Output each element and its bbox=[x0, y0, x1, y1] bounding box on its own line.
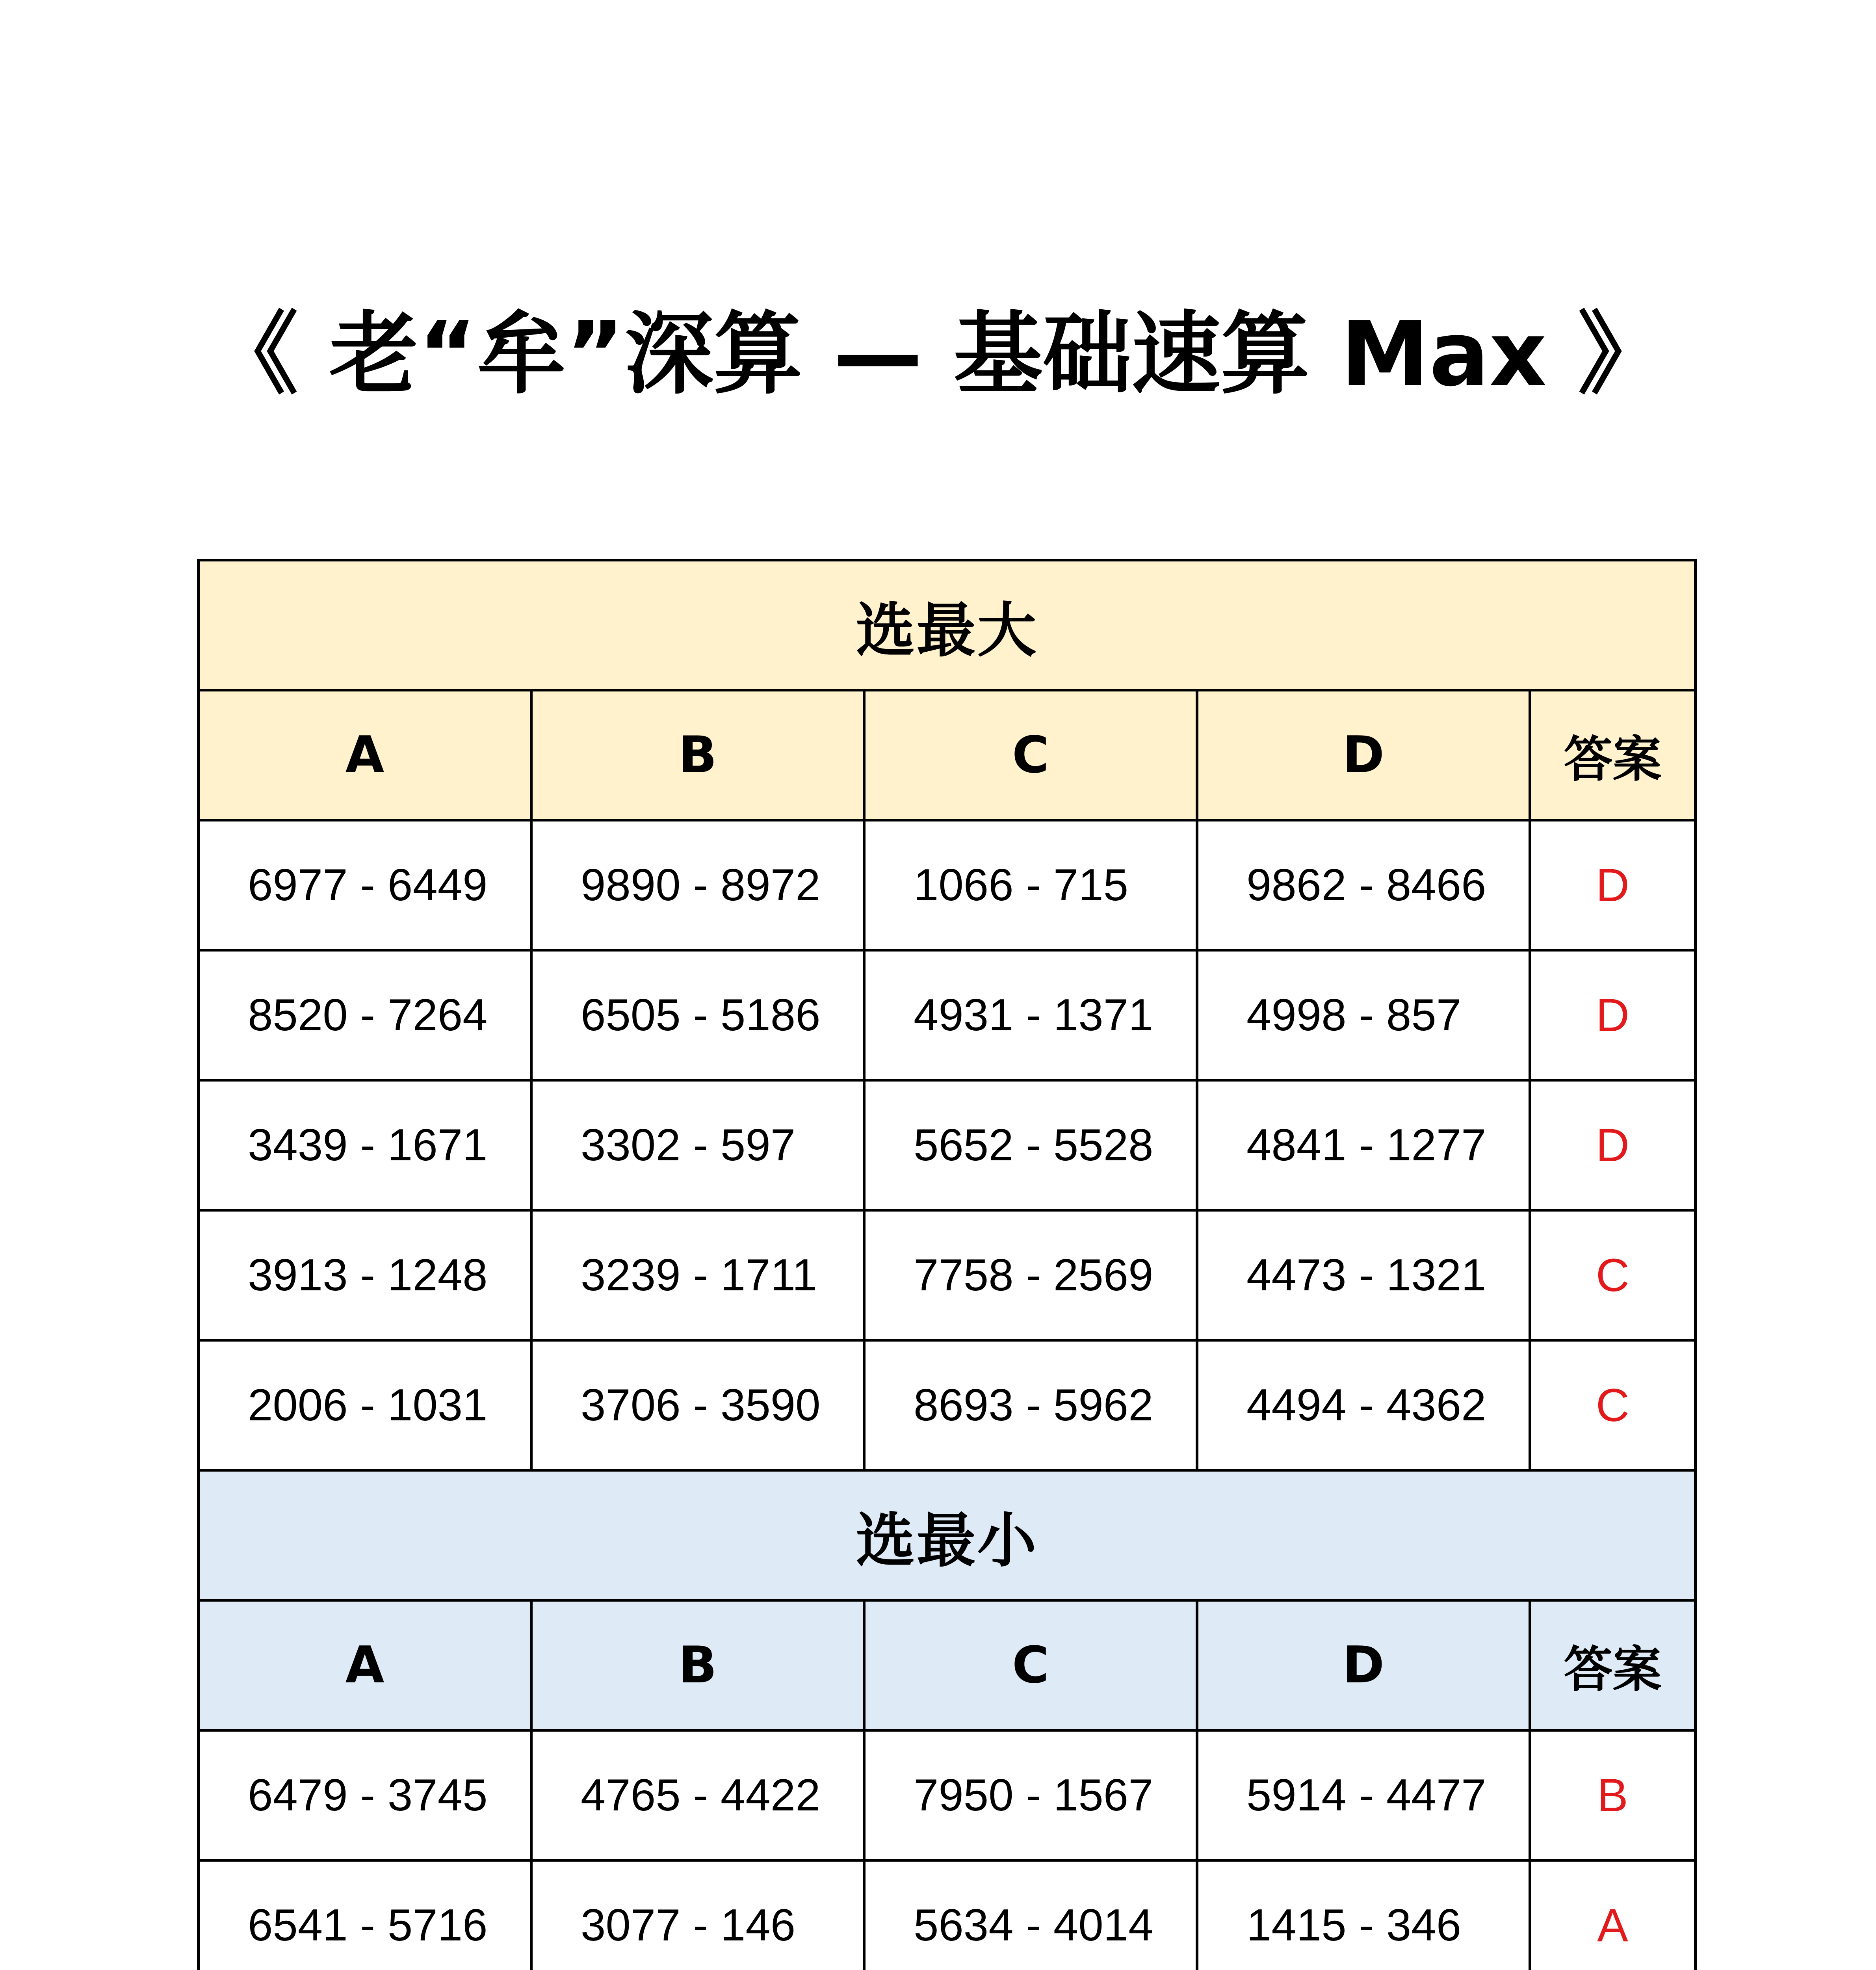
option-expression: 5914 - 4477 bbox=[1197, 1730, 1530, 1860]
option-expression: 6505 - 5186 bbox=[531, 950, 864, 1080]
column-header-option: B bbox=[531, 690, 864, 820]
option-expression: 4494 - 4362 bbox=[1197, 1340, 1530, 1470]
section-title-row bbox=[199, 560, 1696, 690]
table-row bbox=[199, 1340, 1696, 1470]
answer-cell: A bbox=[1530, 1860, 1696, 1970]
option-expression: 5652 - 5528 bbox=[864, 1080, 1197, 1210]
answer-cell: C bbox=[1530, 1340, 1696, 1470]
option-expression: 3239 - 1711 bbox=[531, 1210, 864, 1340]
option-expression: 3077 - 146 bbox=[531, 1860, 864, 1970]
option-expression: 6541 - 5716 bbox=[199, 1860, 531, 1970]
column-header-option: A bbox=[199, 1600, 531, 1730]
answer-cell: D bbox=[1530, 950, 1696, 1080]
answer-cell: B bbox=[1530, 1730, 1696, 1860]
table-row bbox=[199, 820, 1696, 950]
table-row bbox=[199, 1210, 1696, 1340]
column-header-option: D bbox=[1197, 1600, 1530, 1730]
option-expression: 4473 - 1321 bbox=[1197, 1210, 1530, 1340]
column-header-row bbox=[199, 690, 1696, 820]
option-expression: 9890 - 8972 bbox=[531, 820, 864, 950]
option-expression: 3913 - 1248 bbox=[199, 1210, 531, 1340]
answer-cell: D bbox=[1530, 820, 1696, 950]
table-row bbox=[199, 1730, 1696, 1860]
option-expression: 9862 - 8466 bbox=[1197, 820, 1530, 950]
section-title-row bbox=[199, 1470, 1696, 1600]
option-expression: 7758 - 2569 bbox=[864, 1210, 1197, 1340]
option-expression: 6977 - 6449 bbox=[199, 820, 531, 950]
option-expression: 8693 - 5962 bbox=[864, 1340, 1197, 1470]
option-expression: 4998 - 857 bbox=[1197, 950, 1530, 1080]
section-title: 选最大 bbox=[199, 560, 1696, 690]
column-header-option: A bbox=[199, 690, 531, 820]
option-expression: 3706 - 3590 bbox=[531, 1340, 864, 1470]
answer-cell: C bbox=[1530, 1210, 1696, 1340]
option-expression: 2006 - 1031 bbox=[199, 1340, 531, 1470]
option-expression: 3302 - 597 bbox=[531, 1080, 864, 1210]
option-expression: 1415 - 346 bbox=[1197, 1860, 1530, 1970]
table-row bbox=[199, 1860, 1696, 1970]
section-title: 选最小 bbox=[199, 1470, 1696, 1600]
column-header-answer: 答案 bbox=[1530, 1600, 1696, 1730]
column-header-row bbox=[199, 1600, 1696, 1730]
worksheet-table bbox=[197, 559, 1697, 1970]
table-row bbox=[199, 950, 1696, 1080]
option-expression: 3439 - 1671 bbox=[199, 1080, 531, 1210]
option-expression: 7950 - 1567 bbox=[864, 1730, 1197, 1860]
column-header-option: C bbox=[864, 690, 1197, 820]
column-header-option: B bbox=[531, 1600, 864, 1730]
option-expression: 8520 - 7264 bbox=[199, 950, 531, 1080]
option-expression: 1066 - 715 bbox=[864, 820, 1197, 950]
column-header-option: C bbox=[864, 1600, 1197, 1730]
column-header-option: D bbox=[1197, 690, 1530, 820]
option-expression: 4931 - 1371 bbox=[864, 950, 1197, 1080]
option-expression: 6479 - 3745 bbox=[199, 1730, 531, 1860]
answer-cell: D bbox=[1530, 1080, 1696, 1210]
option-expression: 5634 - 4014 bbox=[864, 1860, 1197, 1970]
option-expression: 4841 - 1277 bbox=[1197, 1080, 1530, 1210]
column-header-answer: 答案 bbox=[1530, 690, 1696, 820]
table-row bbox=[199, 1080, 1696, 1210]
option-expression: 4765 - 4422 bbox=[531, 1730, 864, 1860]
page-title: 《 老“牟”深算 — 基础速算 Max 》 bbox=[209, 303, 1667, 406]
